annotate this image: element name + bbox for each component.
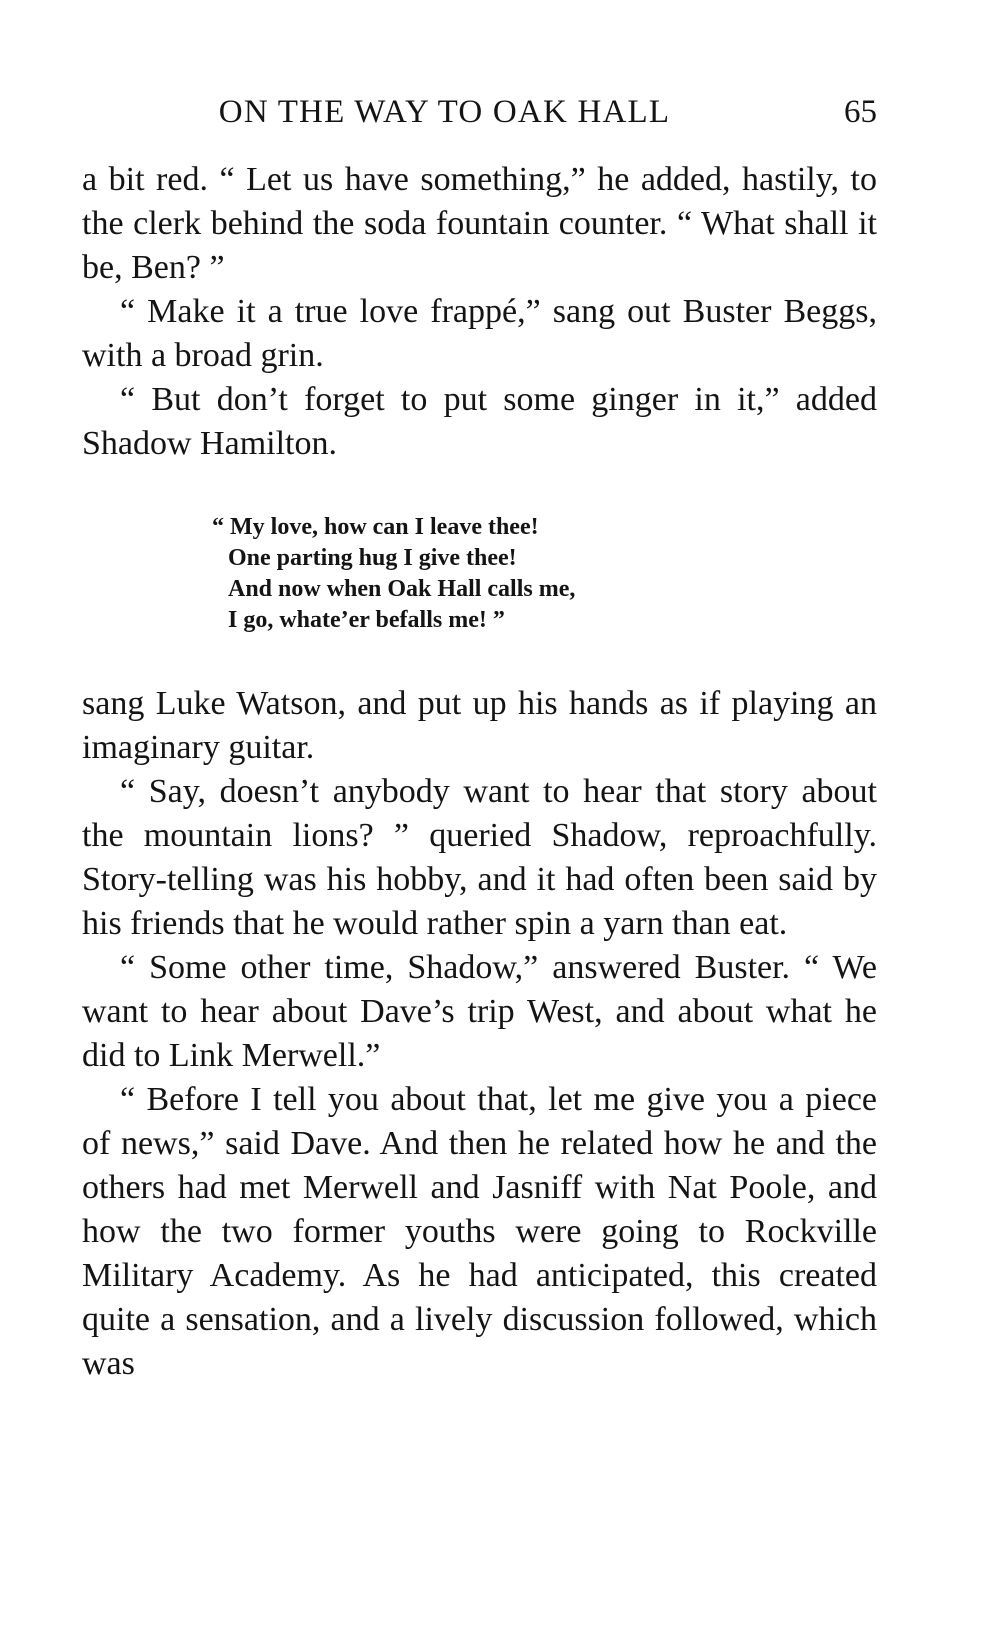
song-verse	[212, 512, 732, 636]
paragraph-shadow-story: “ Say, doesn’t anybody want to hear that story about the mountain lions? ” queried Shadow, reproachfully. Story-telling was his hobby, and it had often been said by his friends that he would rather spin a yarn than eat.	[82, 773, 877, 942]
paragraph-buster-answer: “ Some other time, Shadow,” answered Buster. “ We want to hear about Dave’s trip West, and about what he did to Link Merwell.”	[82, 949, 877, 1074]
body-text-bottom	[82, 682, 877, 1386]
paragraph-luke-sang: sang Luke Watson, and put up his hands as if playing an imaginary guitar.	[82, 685, 877, 766]
body-text-top	[82, 158, 877, 466]
paragraph-dave-news: “ Before I tell you about that, let me give you a piece of news,” said Dave. And then he related how he and the others had met Merwell and Jasniff with Nat Poole, and how the two former youths were going to Rockville Military Academy. As he had anticipated, this created quite a sensation, and a lively discussion followed, which was	[82, 1081, 877, 1382]
verse-line: “ My love, how can I leave thee!	[212, 514, 539, 540]
running-head	[82, 86, 877, 138]
verse-line: I go, whate’er befalls me! ”	[228, 607, 505, 633]
paragraph-shadow-ginger: “ But don’t forget to put some ginger in it,” added Shadow Hamilton.	[82, 381, 877, 462]
verse-line: One parting hug I give thee!	[228, 545, 517, 571]
page-number: 65	[844, 94, 877, 130]
paragraph-continuation: a bit red. “ Let us have something,” he added, hastily, to the clerk behind the soda fountain counter. “ What shall it be, Ben? ”	[82, 161, 877, 286]
running-title: ON THE WAY TO OAK HALL	[218, 94, 671, 130]
verse-line: And now when Oak Hall calls me,	[228, 576, 576, 602]
paragraph-buster-frappe: “ Make it a true love frappé,” sang out Buster Beggs, with a broad grin.	[82, 293, 877, 374]
